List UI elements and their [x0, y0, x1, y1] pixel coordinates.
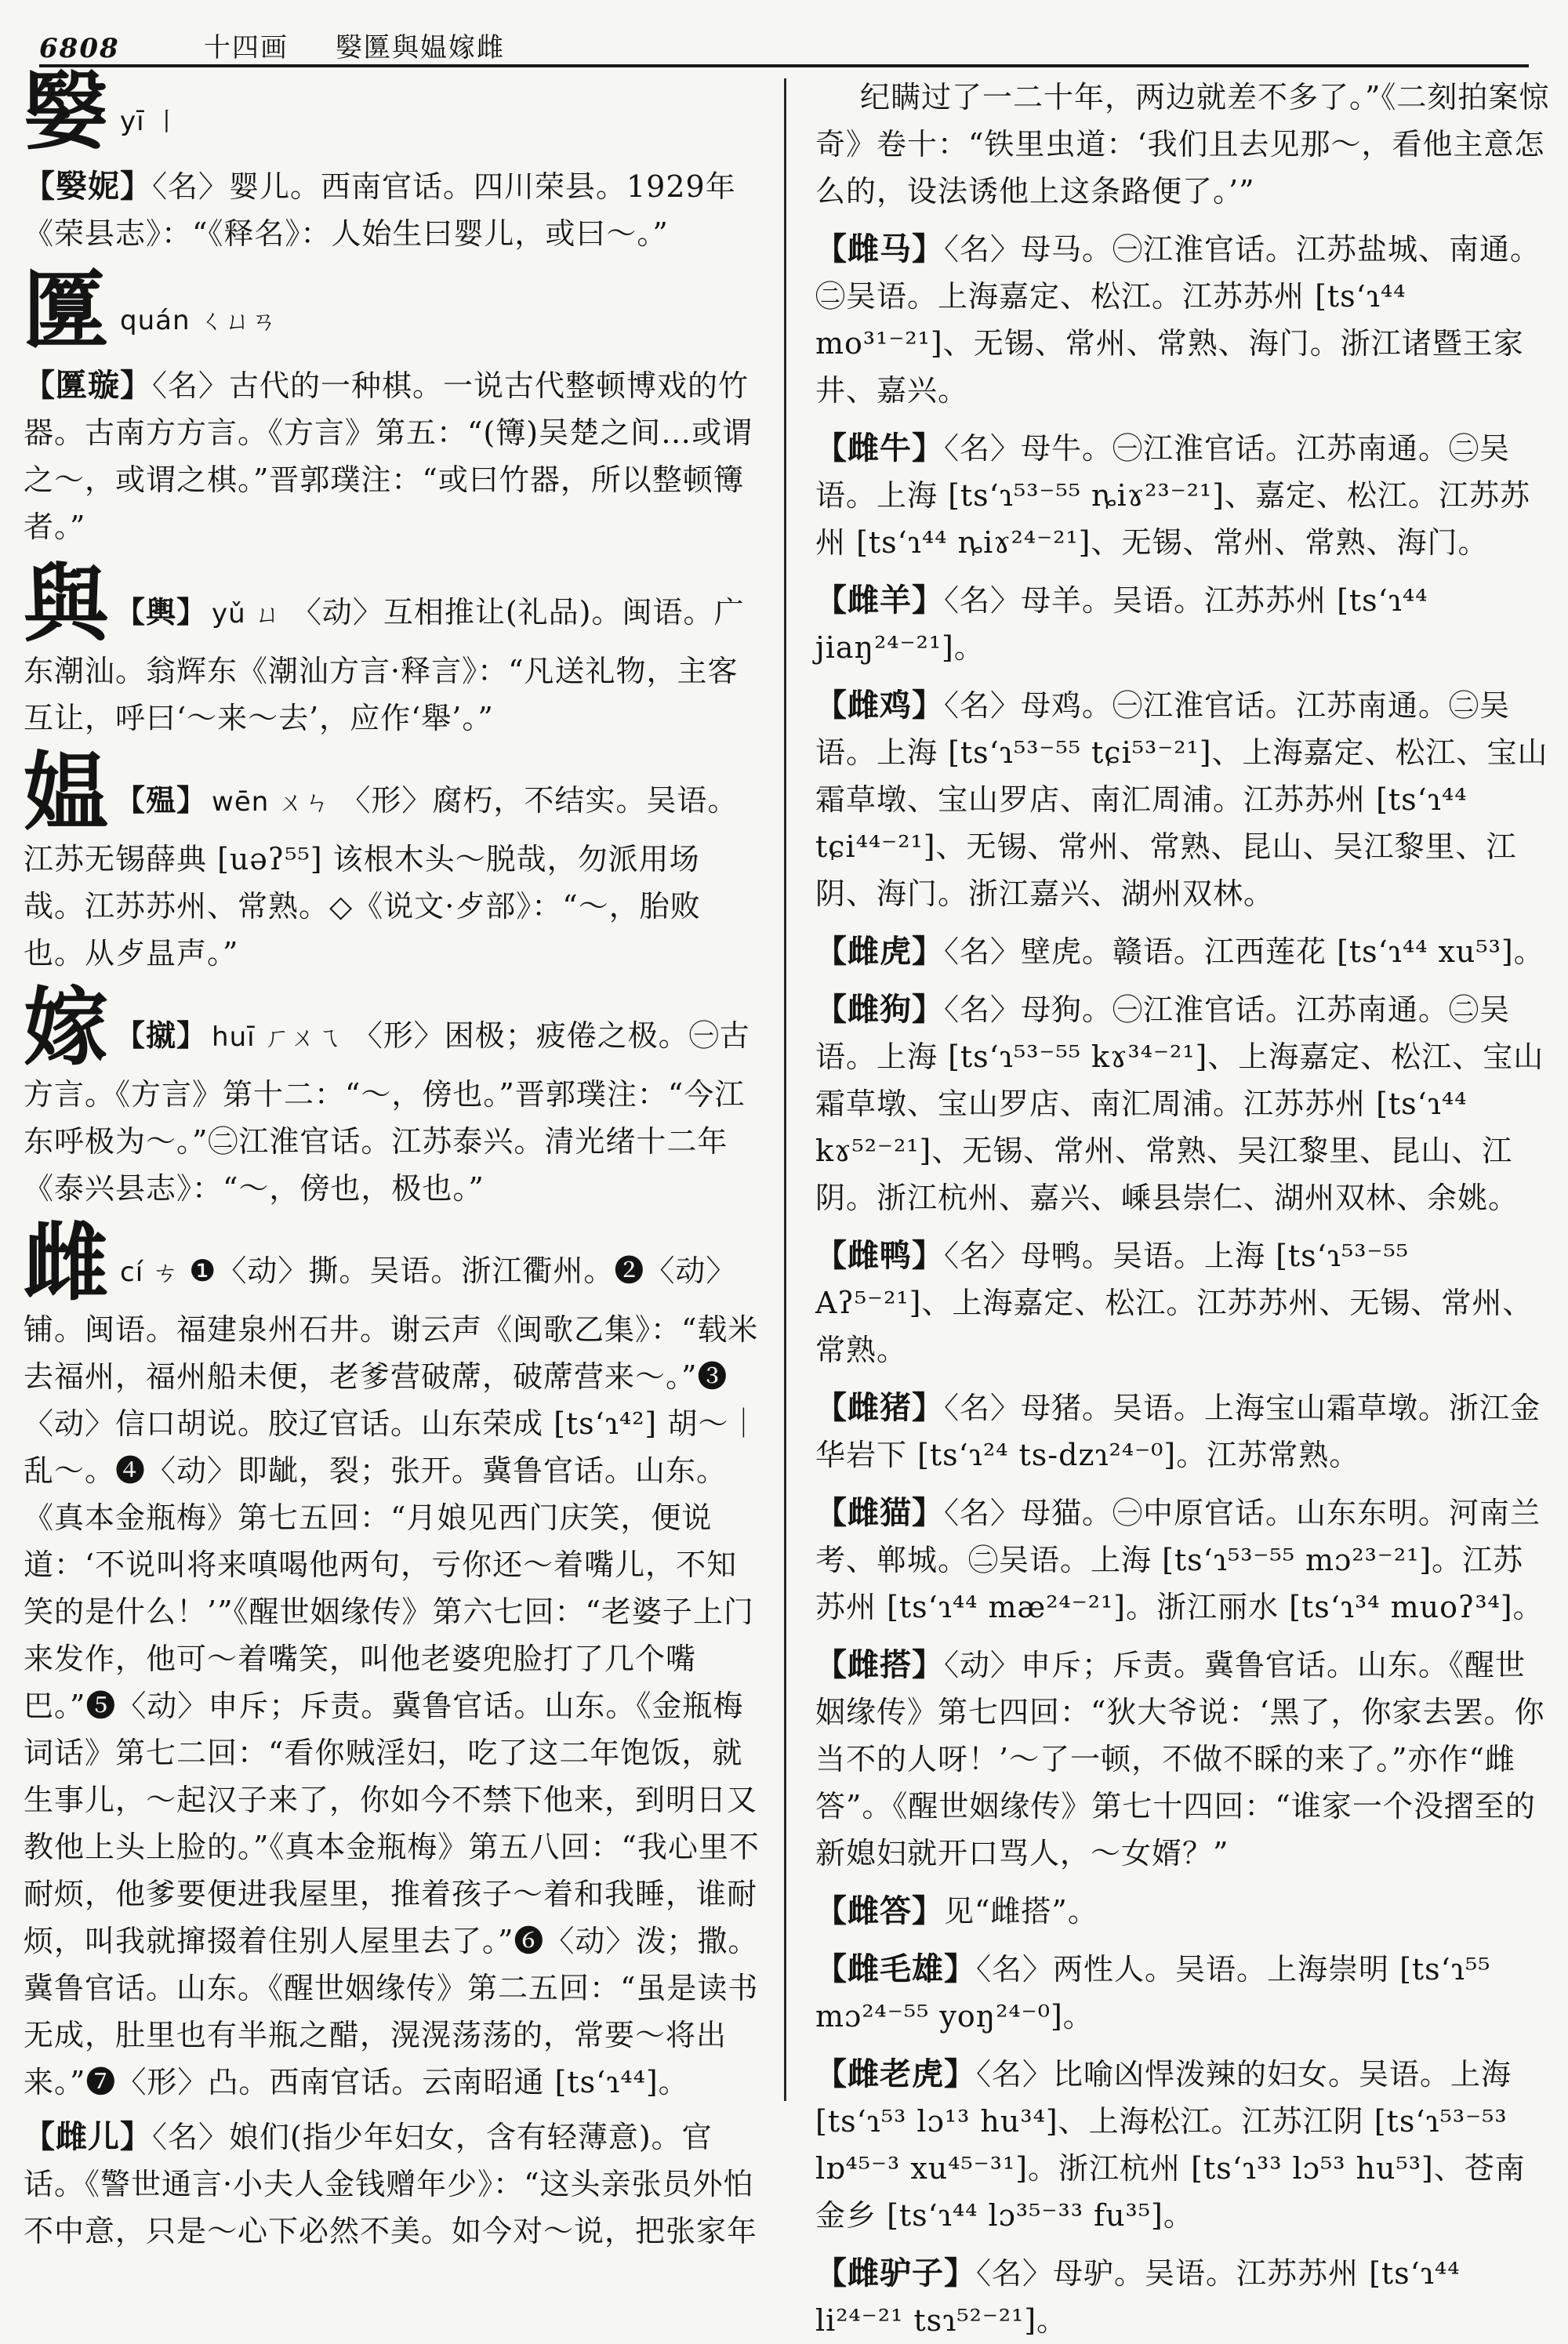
- header-chars: 嫛匴與媪嫁雌: [336, 32, 505, 63]
- column-divider: [784, 78, 786, 2101]
- sub-entry-term: 【雌驴子】: [815, 2255, 976, 2291]
- zhuyin: ㄨㄣ: [278, 787, 331, 817]
- page-header: [39, 16, 1529, 67]
- head-entry: [24, 262, 760, 361]
- sub-entry-term: 【雌搭】: [815, 1646, 944, 1683]
- definition-text: 〈名〉娘们(指少年妇女，含有轻薄意)。官话。《警世通言·小夫人金钱赠年少》：“这头亲张员外怕不中意，只是～心下必然不美。如今对～说，把张家年: [24, 2120, 758, 2248]
- right-column: [815, 69, 1552, 2338]
- definition-text: 〈名〉母驴。吴语。江苏苏州 [tsʻɿ⁴⁴ li²⁴⁻²¹ tsɿ⁵²⁻²¹]。: [815, 2256, 1461, 2338]
- head-character: 匴: [24, 262, 110, 361]
- zhuyin: ㄩ: [255, 599, 281, 629]
- definition-text: 〈名〉母马。㊀江淮官话。江苏盐城、南通。㊁吴语。上海嘉定、松江。江苏苏州 [tsʻɿ⁴⁴ mo³¹⁻²¹]、无锡、常州、常熟、海门。浙江诸暨王家井、嘉兴。: [815, 232, 1541, 408]
- definition-text: 〈形〉困极；疲倦之极。㊀古方言。《方言》第十二：“～，傍也。”晋郭璞注：“今江东呼极为～。”㊁江淮官话。江苏泰兴。清光绪十二年《泰兴县志》：“～，傍也，极也。”: [24, 1018, 750, 1206]
- definition-text: 〈形〉腐朽，不结实。吴语。江苏无锡薛典 [uəʔ⁵⁵] 该根木头～脱哉，勿派用场哉。江苏苏州、常熟。◇《说文·歺部》：“～，胎败也。从歺昷声。”: [24, 783, 739, 971]
- definition-text: 〈名〉母鸡。㊀江淮官话。江苏南通。㊁吴语。上海 [tsʻɿ⁵³⁻⁵⁵ tɕi⁵³⁻²¹]、上海嘉定、松江、宝山霜草墩、宝山罗店、南汇周浦。江苏苏州 [tsʻɿ⁴⁴ tɕi⁴⁴⁻²¹]、无锡、常州、常熟、昆山、吴江黎里、江阴、海门。浙江嘉兴、湖州双林。: [815, 688, 1548, 911]
- sub-entry: [815, 682, 1552, 917]
- definition-text: 〈名〉母猫。㊀中原官话。山东东明。河南兰考、郸城。㊁吴语。上海 [tsʻɿ⁵³⁻⁵⁵ mɔ²³⁻²¹]。江苏苏州 [tsʻɿ⁴⁴ mæ²⁴⁻²¹]。浙江丽水 [tsʻɿ³⁴ muoʔ³⁴]。: [815, 1496, 1544, 1624]
- sub-entry: [815, 425, 1552, 566]
- pinyin: huī: [212, 1021, 256, 1053]
- section-label: 十四画: [204, 32, 289, 63]
- definition-text: 〈动〉互相推让(礼品)。闽语。广东潮汕。翁辉东《潮汕方言·释言》：“凡送礼物，主客互让，呼曰‘～来～去’，应作‘舉’。”: [24, 595, 745, 735]
- sub-entry-term: 【雌答】: [815, 1892, 944, 1929]
- sub-entry: [815, 226, 1552, 414]
- sub-entry: [24, 2114, 760, 2255]
- sub-entry-term: 【匴璇】: [24, 367, 152, 404]
- left-column: [24, 63, 760, 2248]
- definition-text: 〈名〉婴儿。西南官话。四川荣县。1929年《荣县志》：“《释名》：人始生曰婴儿，或曰～。”: [24, 169, 736, 251]
- sub-entry: [24, 163, 760, 257]
- definition-text: 〈名〉壁虎。赣语。江西莲花 [tsʻɿ⁴⁴ xu⁵³]。: [944, 934, 1544, 969]
- sub-entry-term: 【雌羊】: [815, 582, 944, 619]
- sub-entry-term: 【雌猫】: [815, 1494, 944, 1531]
- head-entry: [24, 555, 760, 742]
- sub-entry: [815, 1384, 1552, 1479]
- definition-text: 〈动〉申斥；斥责。冀鲁官话。山东。《醒世姻缘传》第七四回：“狄大爷说：‘黑了，你家去罢。你当不的人呀！’～了一顿，不做不睬的来了。”亦作“雌答”。《醒世姻缘传》第七十四回：“谁家一个没摺至的新媳妇就开口骂人，～女婿？”: [815, 1648, 1545, 1870]
- sub-entry-term: 【雌牛】: [815, 430, 944, 466]
- head-character: 媪: [24, 743, 110, 842]
- definition-text: 〈名〉母牛。㊀江淮官话。江苏南通。㊁吴语。上海 [tsʻɿ⁵³⁻⁵⁵ ȵiɤ²³⁻²¹]、嘉定、松江。江苏苏州 [tsʻɿ⁴⁴ ȵiɤ²⁴⁻²¹]、无锡、常州、常熟、海门。: [815, 431, 1531, 560]
- sub-entry: [24, 362, 760, 550]
- definition-text: 〈名〉古代的一种棋。一说古代整顿博戏的竹器。古南方方言。《方言》第五：“(簙)吴楚之间…或谓之～，或谓之棋。”晋郭璞注：“或曰竹器，所以整顿簙者。”: [24, 368, 753, 544]
- pinyin: cí: [120, 1257, 144, 1288]
- pinyin: yī: [120, 106, 145, 137]
- sub-entry-term: 【雌鸭】: [815, 1237, 944, 1274]
- sub-entry: [815, 986, 1552, 1221]
- zhuyin: ㄏㄨㄟ: [264, 1022, 343, 1052]
- variant-form: 【輿】: [115, 594, 208, 630]
- pinyin: yǔ: [212, 598, 246, 630]
- variant-form: 【殟】: [115, 782, 208, 818]
- sub-entry-term: 【嫛妮】: [24, 168, 152, 205]
- sub-entry-term: 【雌毛雄】: [815, 1950, 976, 1987]
- sub-entry: [815, 1946, 1552, 2040]
- head-character: 與: [24, 555, 110, 654]
- zhuyin: ㄑㄩㄢ: [199, 306, 278, 336]
- definition-text: 〈名〉母狗。㊀江淮官话。江苏南通。㊁吴语。上海 [tsʻɿ⁵³⁻⁵⁵ kɤ³⁴⁻²¹]、上海嘉定、松江、宝山霜草墩、宝山罗店、南汇周浦。江苏苏州 [tsʻɿ⁴⁴ kɤ⁵²⁻²¹]、无锡、常州、常熟、吴江黎里、昆山、江阴。浙江杭州、嘉兴、嵊县崇仁、湖州双林、余姚。: [815, 992, 1544, 1215]
- head-entry: [24, 63, 760, 161]
- sub-entry: [815, 2051, 1552, 2239]
- sub-entry: [815, 1232, 1552, 1373]
- zhuyin: 丨: [154, 107, 180, 136]
- sub-entry: [815, 928, 1552, 975]
- head-entry: [24, 743, 760, 977]
- sub-entry-term: 【雌鸡】: [815, 687, 944, 724]
- sub-entry-term: 【雌儿】: [24, 2118, 152, 2155]
- head-character: 雌: [24, 1214, 110, 1312]
- definition-text: 〈名〉母鸭。吴语。上海 [tsʻɿ⁵³⁻⁵⁵ Aʔ⁵⁻²¹]、上海嘉定、松江。江苏苏州、无锡、常州、常熟。: [815, 1239, 1534, 1367]
- sub-entry-term: 【雌虎】: [815, 933, 944, 970]
- sub-entry-term: 【雌狗】: [815, 991, 944, 1028]
- pinyin: wēn: [212, 786, 270, 818]
- page-number: 6808: [39, 33, 120, 64]
- zhuyin: ㄘ: [153, 1257, 180, 1287]
- variant-form: 【㩆】: [115, 1018, 208, 1053]
- head-entry: [24, 978, 760, 1212]
- sub-entry: [815, 1642, 1552, 1877]
- sub-entry: [815, 577, 1552, 671]
- definition-text: 见“雌搭”。: [944, 1894, 1098, 1929]
- sub-entry-term: 【雌老虎】: [815, 2056, 976, 2092]
- head-character: 嫁: [24, 978, 110, 1077]
- sub-entry-term: 【雌马】: [815, 230, 944, 267]
- definition-text: 〈名〉母羊。吴语。江苏苏州 [tsʻɿ⁴⁴ jiaŋ²⁴⁻²¹]。: [815, 583, 1428, 665]
- sub-entry-term: 【雌猪】: [815, 1389, 944, 1426]
- definition-text: 〈名〉两性人。吴语。上海崇明 [tsʻɿ⁵⁵ mɔ²⁴⁻⁵⁵ yoŋ²⁴⁻⁰]。: [815, 1952, 1491, 2034]
- definition-text: 〈名〉比喻凶悍泼辣的妇女。吴语。上海 [tsʻɿ⁵³ lɔ¹³ hu³⁴]、上海松江。江苏江阴 [tsʻɿ⁵³⁻⁵³ lɒ⁴⁵⁻³ xu⁴⁵⁻³¹]。浙江杭州 [tsʻɿ³³ lɔ⁵³ hu⁵³]、苍南金乡 [tsʻɿ⁴⁴ lɔ³⁵⁻³³ fu³⁵]。: [815, 2057, 1526, 2233]
- definition-text: ❶〈动〉撕。吴语。浙江衢州。❷〈动〉铺。闽语。福建泉州石井。谢云声《闽歌乙集》：“载米去福州，福州船未便，老爹营破蓆，破蓆营来～。”❸〈动〉信口胡说。胶辽官话。山东荣成 [tsʻɿ⁴²] 胡～｜乱～。❹〈动〉即龇，裂；张开。冀鲁官话。山东。《真本金瓶梅》第七五回：“月娘见西门庆笑，便说道：‘不说叫将来嗔喝他两句，亏你还～着嘴儿，不知笑的是什么！’”《醒世姻缘传》第六七回：“老婆子上门来发作，他可～着嘴笑，叫他老婆兜脸打了几个嘴巴。”❺〈动〉申斥；斥责。冀鲁官话。山东。《金瓶梅词话》第七二回：“看你贼淫妇，吃了这二年饱饭，就生事儿，～起汉子来了，你如今不禁下他来，到明日又教他上头上脸的。”《真本金瓶梅》第五八回：“我心里不耐烦，他爹要便进我屋里，推着孩子～着和我睡，谁耐烦，叫我就撺掇着住别人屋里去了。”❻〈动〉泼；撒。冀鲁官话。山东。《醒世姻缘传》第二五回：“虽是读书无成，肚里也有半瓶之醋，滉滉荡荡的，常要～将出来。”❼〈形〉凸。西南官话。云南昭通 [tsʻɿ⁴⁴]。: [24, 1254, 760, 2099]
- sub-entry: [815, 2250, 1552, 2344]
- sub-entry: [815, 1888, 1552, 1935]
- definition-text: 纪瞒过了一二十年，两边就差不多了。”《二刻拍案惊奇》卷十：“铁里虫道：‘我们且去见那～，看他主意怎么的，设法诱他上这条路便了。’”: [815, 80, 1550, 209]
- continued-text: [815, 74, 1552, 215]
- head-character: 嫛: [24, 63, 110, 161]
- definition-text: 〈名〉母猪。吴语。上海宝山霜草墩。浙江金华岩下 [tsʻɿ²⁴ ts-dzɿ²⁴⁻⁰]。江苏常熟。: [815, 1391, 1541, 1472]
- head-entry: [24, 1214, 760, 2106]
- sub-entry: [815, 1489, 1552, 1631]
- pinyin: quán: [120, 305, 191, 336]
